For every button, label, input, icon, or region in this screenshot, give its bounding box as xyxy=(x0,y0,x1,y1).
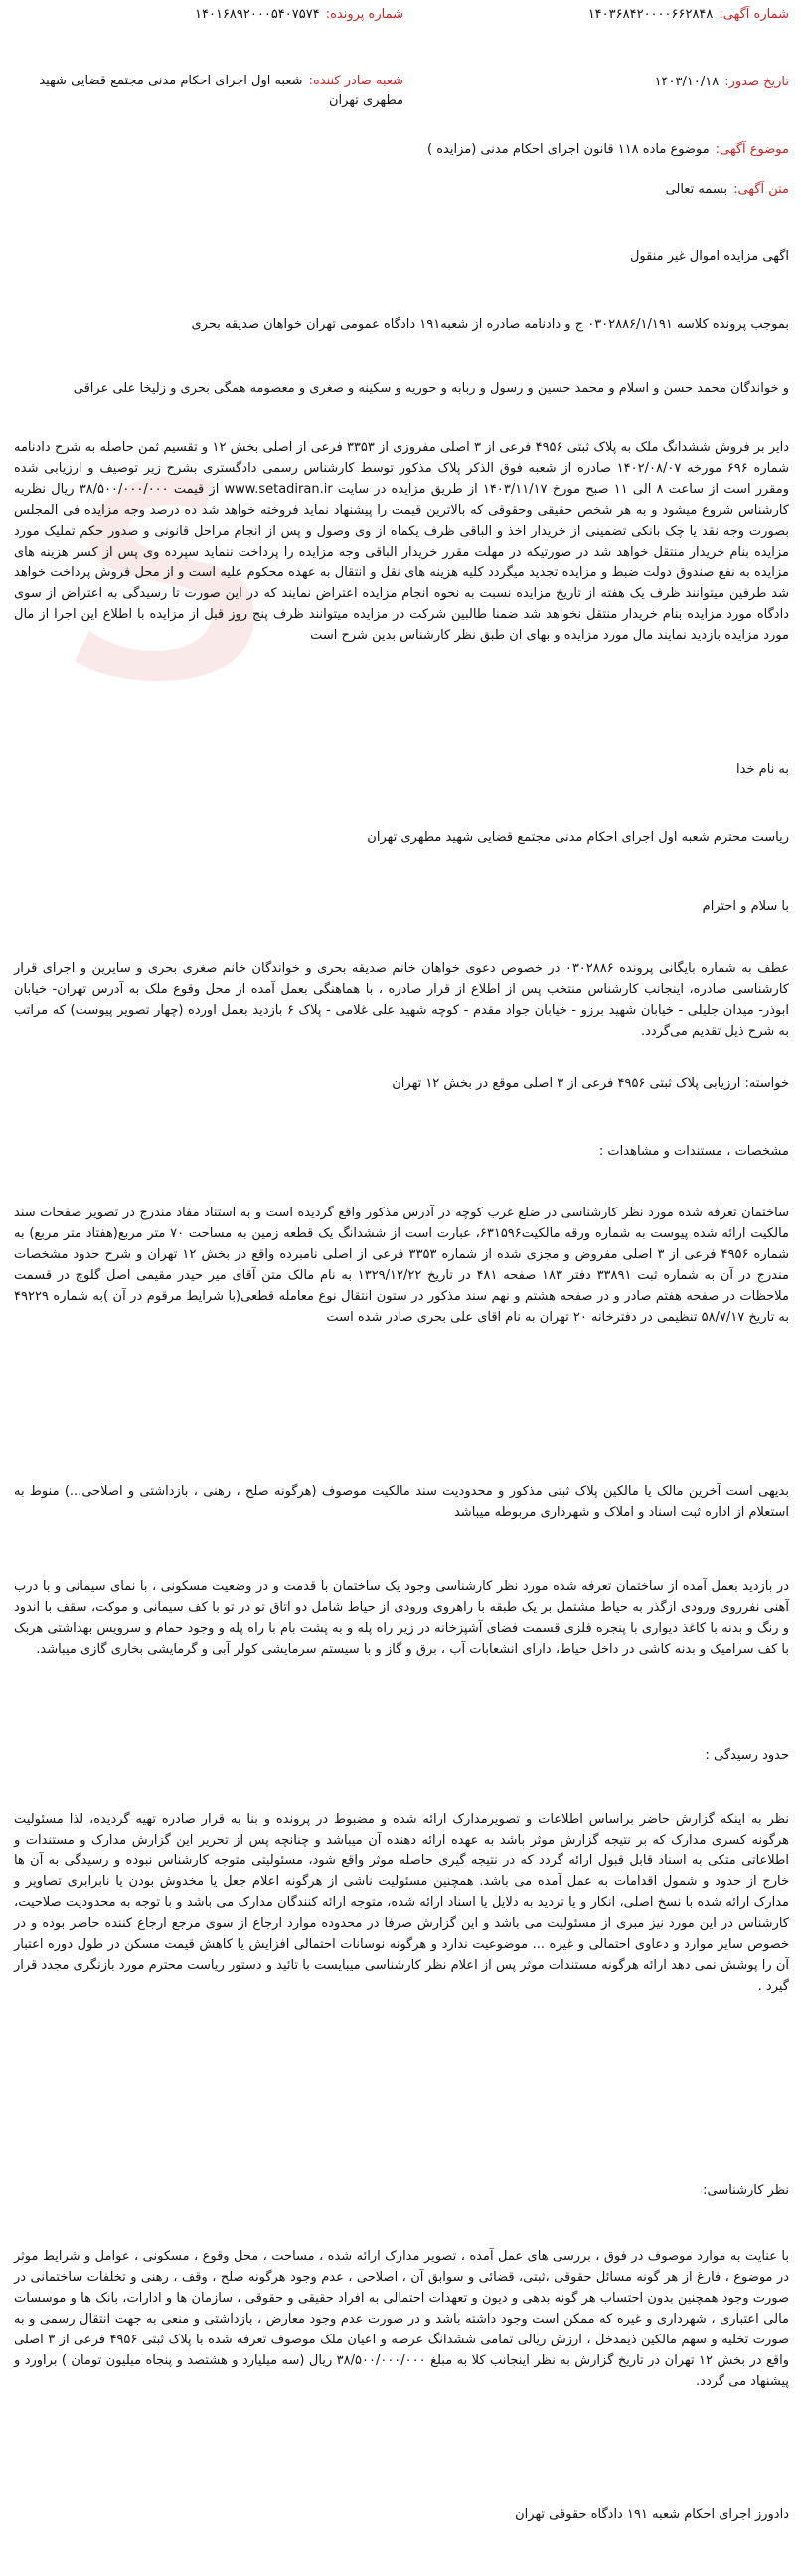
auction-site-link[interactable]: www.setadiran.ir xyxy=(224,482,333,497)
issue-date-label: تاریخ صدور: xyxy=(724,75,789,89)
issuer xyxy=(26,72,403,111)
opinion-text: با عنایت به موارد موصوف در فوق ، بررسی های عمل آمده ، تصویر مدارک ارائه شده ، مساحت ، محل وقوع ، مسکونی ، عوامل و شرایط موثر در موضوع ، فارغ از هر گونه مسائل حقوقی ،ثبتی، قضائی و سوابق آن ، اصلاحی ، عدم وجود هرگونه صلح ، وقف ، رهنی و تخلفات ساختمانی در صورت وجود همچنین بدون احتساب هر گونه بدهی و دیون و تعهدات احتمالی به افراد حقیقی و حقوقی ، سازمان ها و ادارات، بانک ها و موسسات مالی اعتباری ، شهرداری و غیره که ممکن است وجود داشته باشد و در صورت عدم وجود معارض ، بازداشتی و منعی به جهت انتقال رسمی و به صورت تخلیه و سهم مالکین ذیمدخل ، ارزش ریالی تمامی ششدانگ عرصه و اعیان ملک موصوف تعرفه شده با پلاک ثبتی ۴۹۵۶ فرعی از ۳ اصلی واقع در بخش ۱۲ تهران در تاریخ گزارش به نظر اینجانب کلا به مبلغ ۳۸/۵۰۰/۰۰۰/۰۰۰ ریال (سه میلیارد و هشتصد و پنجاه میلیون تومان ) براورد و پیشنهاد می گردد. xyxy=(14,2249,790,2389)
subject-value: موضوع ماده ۱۱۸ قانون اجرای احکام مدنی (مزایده ) xyxy=(427,142,710,157)
letter-number-value: ۱۴۰۱۶۸۹۲۰۰۰۵۴۰۷۵۷۴ xyxy=(195,7,320,22)
report-addressee: ریاست محترم شعبه اول اجرای احکام مدنی مجتمع قضایی شهید مطهری تهران xyxy=(367,830,789,845)
ad-number-value: ۱۴۰۳۶۸۴۲۰۰۰۰۶۶۲۸۴۸ xyxy=(587,7,714,22)
signature: دادورز اجرای احکام شعبه ۱۹۱ دادگاه حقوقی تهران xyxy=(515,2507,789,2522)
report-intro: عطف به شماره بایگانی پرونده ۰۳۰۲۸۸۶ در خصوص دعوی خواهان خانم صدیقه بحری و خواندگان خانم صغری بحری و سایرین و اجرای قرار کارشناسی صادره، اینجانب کارشناس منتخب پس از اطلاع از قرار صادره ، با هماهنگی بعمل آمده از محل وقوع ملک به آدرس تهران- خیابان ابوذر- میدان جلیلی - خیابان شهید برزو - خیابان جواد مقدم - کوچه شهید علی غلامی - پلاک ۶ بازدید بعمل اورده (چهار تصویر پیوست) که مراتب به شرح ذیل تقدیم می‌گردد. xyxy=(14,961,789,1039)
opinion-heading: نظر کارشناسی: xyxy=(703,2183,789,2198)
issuer-label: شعبه صادر کننده: xyxy=(308,74,403,88)
report-greeting: با سلام و احترام xyxy=(702,899,789,914)
auction-paragraph-1: بموجب پرونده کلاسه ۰۳۰۲۸۸۶/۱/۱۹۱ ج و دادنامه صادره از شعبه۱۹۱ دادگاه عمومی تهران خواهان صدیقه بحری xyxy=(191,317,789,332)
auction-paragraph-3b-text: از قیمت ۳۸/۵۰۰/۰۰۰/۰۰۰ ریال نظریه کارشناس شروع میشود و به هر شخص حقیقی وحقوقی که بالاترین قیمت را پیشنهاد نماید فروخته خواهد شد ده درصد وجه مزایده فی المجلس بصورت وجه نقد یا چک بانکی تضمینی از خریدار اخذ و الباقی ظرف یکماه از وی وصول و پس از انجام مراحل قانونی و صدور حکم تملیک مورد مزایده بنام خریدار منتقل خواهد شد در صورتیکه در مهلت مقرر خریدار الباقی وجه مزایده را پرداخت ننماید سپرده وی پس از کسر هزینه های مزایده به نفع صندوق دولت ضبط و مزایده تجدید میگردد کلیه هزینه های نقل و انتقال به عهده محکوم علیه است و از محل فروش پرداخت خواهد شد طرفین میتوانند ظرف یک هفته از تاریخ مزایده نسبت به نحوه انجام مزایده اعتراض نمایند که در این صورت تا رسیدگی به اعتراض از سوی دادگاه مورد مزایده بنام خریدار منتقل نخواهد شد ضمنا طالبین شرکت در مزایده میتوانند ظرف پنج روز قبل از مزایده با اطلاع این اجرا از مال مورد مزایده بازدید نمایند مال مورد مزایده و بهای ان طبق نظر کارشناس بدین شرح است xyxy=(14,482,789,643)
ad-text xyxy=(666,179,789,200)
letter-number-label: شماره پرونده: xyxy=(325,7,403,22)
ad-text-label: متن آگهی: xyxy=(733,182,789,197)
subject xyxy=(427,139,789,160)
limits-text: نظر به اینکه گزارش حاضر براساس اطلاعات و تصویرمدارک ارائه شده و مضبوط در پرونده و بنا به قرار صادره تهیه گردیده، لذا مسئولیت هرگونه کسری مدارک که بر نتیجه گزارش موثر باشد به عهده ارائه دهنده آن میباشد و چنانچه پس از تحریر این گزارش مدارک و مستندات و اطلاعاتی متکی به اسناد قابل قبول ارائه گردد که در نتیجه گیری حاصله موثر واقع شود، مسئولیتی متوجه کارشناس نبوده و رسیدگی به آن ها خارج از حدود و شمول اقدامات به عمل آمده می باشد. همچنین مسئولیت ناشی از هرگونه اعلام جعل یا مخدوش بودن یا نابرابری تصاویر و مدارک ارائه شده با نسخ اصلی، انکار و یا تردید به دلایل یا اسناد ارائه شده، متوجه ارائه کنندگان مدارک می باشد و با توجه به محدودیت صلاحیت، کارشناس در این مورد نیز مبری از مسئولیت می باشد و این گزارش صرفا در محدوده موارد ارجاع از سوی مرجع ارجاع کننده حاضر بوده و در خصوص سایر موارد و دعاوی احتمالی و غیره ... موضوعیت ندارد و هرگونه نوسانات احتمالی افزایش یا کاهش قیمت مسکن در طول دوره اعتبار آن را پوشش نمی دهد ارائه هرگونه مستندات موثر پس از اعلام نظر کارشناسی میبایست با تائید و دستور ریاست محترم مورد بازنگری مجدد قرار گیرد . xyxy=(14,1812,789,1994)
issue-date xyxy=(655,72,789,92)
ownership-text: بدیهی است آخرین مالک یا مالکین پلاک ثبتی مذکور و محدودیت سند مالکیت موصوف (هرگونه صلح ، رهنی ، بازداشتی و اصلاحی...) منوط به استعلام از اداره ثبت اسناد و املاک و شهرداری مربوطه میباشد xyxy=(14,1484,789,1520)
subject-label: موضوع آگهی: xyxy=(715,142,789,157)
limits-heading: حدود رسیدگی : xyxy=(705,1748,789,1763)
auction-paragraph-3 xyxy=(14,437,789,646)
docs-heading: مشخصات ، مستندات و مشاهدات : xyxy=(598,1144,789,1159)
auction-paragraph-2: و خواندگان محمد حسن و اسلام و محمد حسین و رسول و ربابه و حوریه و سکینه و صغری و معصومه همگی بحری و زلیخا علی عراقی xyxy=(73,381,789,396)
issue-date-value: ۱۴۰۳/۱۰/۱۸ xyxy=(654,75,720,89)
issuer-value: شعبه اول اجرای احکام مدنی مجتمع قضایی شهید مطهری تهران xyxy=(39,74,403,108)
auction-title: اگهی مزایده اموال غیر منقول xyxy=(629,249,789,264)
report-request: خواسته: ارزیابی پلاک ثبتی ۴۹۵۶ فرعی از ۳ اصلی موقع در بخش ۱۲ تهران xyxy=(392,1076,789,1091)
ad-number xyxy=(588,4,789,25)
visit-text: در بازدید بعمل آمده از ساختمان تعرفه شده مورد نظر کارشناسی وجود یک ساختمان با قدمت و در وضعیت مسکونی ، با نمای سیمانی و با درب آهنی نفرروی ورودی ازگذر به حیاط مشتمل بر یک طبقه با راهروی ورودی از حیاط شامل دو اتاق تو در تو با کف سیمانی و موکت، سقف با اندود و رنگ و بدنه با کاغذ دیواری با پنجره فلزی قسمت فضای آشپزخانه در زیر راه پله و به پشت بام با راه پله و وجود حمام و سرویس بهداشتی هربک با کف سرامیک و بدنه کاشی در داخل حیاط، دارای انشعابات آب ، برق و گاز و با سیستم سرمایشی کولر آبی و گرمایشی بخاری گازی میباشد. xyxy=(14,1579,789,1657)
basmala: به نام خدا xyxy=(736,762,789,777)
ad-text-value: بسمه تعالی xyxy=(665,182,728,197)
docs-text: ساختمان تعرفه شده مورد نظر کارشناسی در ضلع غرب کوچه در آدرس مذکور واقع گردیده است و به استناد مفاد مندرج در تصویر صفحات سند مالکیت ارائه شده پیوست به شماره ورقه مالکیت۶۳۱۵۹۶، عبارت است از ششدانگ یک قطعه زمین به مساحت ۷۰ متر مربع(هفتاد متر مربع) به شماره ۴۹۵۶ فرعی از ۳ اصلی مفروض و مجزی شده از شماره ۳۳۵۳ فرعی از اصلی نامبرده واقع در بخش ۱۲ تهران و شرح حدود مشخصات مندرج در آن به شماره ثبت ۳۳۸۹۱ دفتر ۱۸۳ صفحه ۴۸۱ در تاریخ ۱۳۲۹/۱۲/۲۲ به نام مالک متن آقای میر حیدر مقیمی اصل گلوچ در قسمت ملاحظات در صفحه هفتم صادر و در صفحه هشتم و نهم سند مذکور در ستون انتقال نوع معامله قطعی(با شرایط مرقوم در آن )به شماره ۴۹۲۲۹ به تاریخ ۵۸/۷/۱۷ تنظیمی در دفترخانه ۲۰ تهران به نام اقای علی بحری صادر شده است xyxy=(14,1206,789,1325)
ad-number-label: شماره آگهی: xyxy=(719,7,789,22)
auction-paragraph-3-text: دایر بر فروش ششدانگ ملک به پلاک ثبتی ۴۹۵۶ فرعی از ۳ اصلی مفروزی از ۳۳۵۳ فرعی از اصلی بخش ۱۲ و تقسیم ثمن حاصله به شرح دادنامه شماره ۶۹۶ مورخه ۱۴۰۲/۰۸/۰۷ صادره از شعبه فوق الذکر پلاک مذکور توسط کارشناس رسمی دادگستری بشرح زیر توصیف و ارزیابی شده ومقرر است از ساعت ۸ الی ۱۱ صبح مورخ ۱۴۰۳/۱۱/۱۷ از طریق مزایده در سایت xyxy=(14,440,790,497)
letter-number xyxy=(195,4,403,25)
